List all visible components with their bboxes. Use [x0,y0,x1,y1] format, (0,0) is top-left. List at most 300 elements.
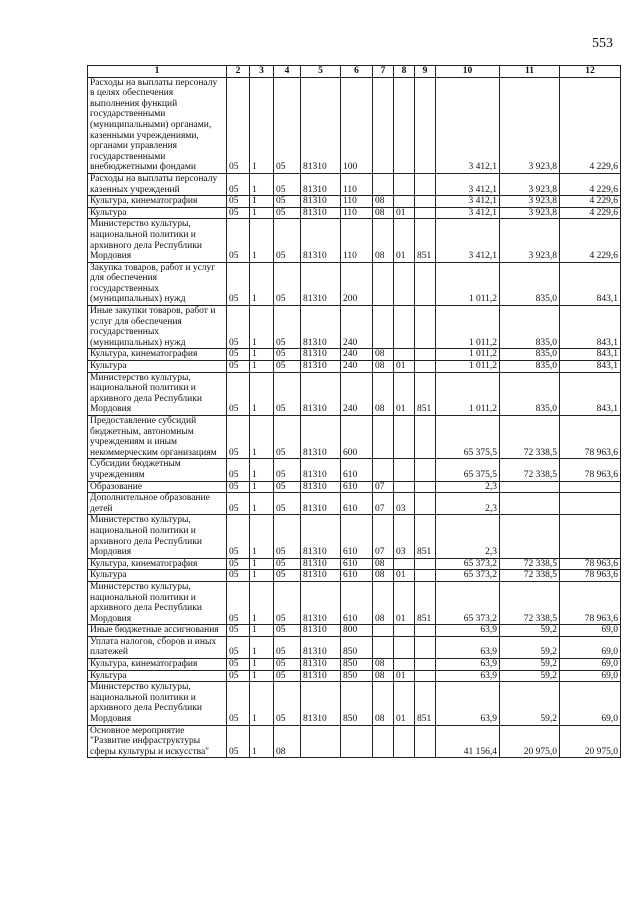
amount-cell: 3 923,8 [500,207,560,219]
amount-cell: 65 373,2 [436,581,500,624]
code-cell: 81310 [301,558,341,570]
amount-cell: 72 338,5 [500,416,560,459]
code-cell: 610 [341,459,373,481]
code-cell: 05 [227,459,250,481]
code-cell: 81310 [301,636,341,658]
code-cell [394,636,415,658]
code-cell: 1 [250,493,274,515]
code-cell [415,725,436,758]
code-cell: 240 [341,361,373,373]
table-row [88,372,621,415]
code-cell: 08 [373,361,394,373]
code-cell [415,361,436,373]
code-cell [373,262,394,305]
amount-cell: 835,0 [500,361,560,373]
row-name-cell: Предоставление субсидий бюджетным, автономным учреждениям и иным некоммерческим организациям [88,416,227,459]
code-cell: 08 [373,219,394,262]
code-cell: 1 [250,659,274,671]
table-row [88,659,621,671]
code-cell: 05 [227,361,250,373]
table-row [88,581,621,624]
code-cell: 05 [274,361,301,373]
code-cell: 81310 [301,361,341,373]
code-cell: 05 [274,581,301,624]
code-cell: 05 [227,581,250,624]
code-cell: 05 [227,349,250,361]
code-cell: 05 [227,725,250,758]
code-cell [373,306,394,349]
amount-cell: 843,1 [560,306,621,349]
code-cell [415,570,436,582]
amount-cell: 3 923,8 [500,219,560,262]
table-row [88,207,621,219]
code-cell: 08 [373,659,394,671]
table-row [88,262,621,305]
code-cell: 05 [227,262,250,305]
table-body [88,66,621,758]
amount-cell [500,481,560,493]
code-cell: 81310 [301,207,341,219]
code-cell: 850 [341,636,373,658]
row-name-cell: Культура [88,570,227,582]
code-cell: 850 [341,682,373,725]
code-cell: 1 [250,416,274,459]
code-cell: 05 [274,416,301,459]
code-cell: 08 [373,682,394,725]
code-cell: 05 [274,481,301,493]
row-name-cell: Расходы на выплаты персоналу в целях обеспечения выполнения функций государственными (муниципальными) органами, казенными учреждениями, органами управления государственными внебюджетными фондами [88,77,227,173]
code-cell [394,725,415,758]
table-row [88,725,621,758]
code-cell [394,173,415,195]
code-cell: 08 [373,196,394,208]
row-name-cell: Иные бюджетные ассигнования [88,625,227,637]
code-cell: 05 [274,372,301,415]
code-cell: 240 [341,349,373,361]
amount-cell: 78 963,6 [560,581,621,624]
code-cell: 07 [373,493,394,515]
code-cell: 851 [415,219,436,262]
amount-cell: 4 229,6 [560,196,621,208]
code-cell: 1 [250,361,274,373]
code-cell: 05 [274,515,301,558]
code-cell: 81310 [301,670,341,682]
code-cell: 05 [227,659,250,671]
table-row [88,558,621,570]
code-cell: 81310 [301,416,341,459]
code-cell: 240 [341,372,373,415]
code-cell: 110 [341,196,373,208]
amount-cell: 63,9 [436,625,500,637]
code-cell: 610 [341,558,373,570]
code-cell [373,625,394,637]
amount-cell: 3 412,1 [436,196,500,208]
code-cell [415,459,436,481]
amount-cell: 72 338,5 [500,459,560,481]
code-cell: 81310 [301,481,341,493]
code-cell: 01 [394,219,415,262]
amount-cell [560,515,621,558]
amount-cell: 78 963,6 [560,416,621,459]
row-name-cell: Дополнительное образование детей [88,493,227,515]
code-cell [415,349,436,361]
amount-cell [500,493,560,515]
amount-cell: 843,1 [560,349,621,361]
row-name-cell: Субсидии бюджетным учреждениям [88,459,227,481]
code-cell: 05 [227,636,250,658]
code-cell: 08 [373,670,394,682]
amount-cell: 65 373,2 [436,570,500,582]
table-row [88,625,621,637]
code-cell: 850 [341,659,373,671]
code-cell [394,262,415,305]
code-cell: 1 [250,349,274,361]
code-cell: 05 [274,196,301,208]
code-cell: 81310 [301,219,341,262]
amount-cell: 1 011,2 [436,306,500,349]
table-row [88,77,621,173]
table-row [88,570,621,582]
code-cell: 1 [250,262,274,305]
code-cell [373,173,394,195]
code-cell [394,481,415,493]
code-cell: 850 [341,670,373,682]
amount-cell: 3 412,1 [436,77,500,173]
code-cell: 08 [373,207,394,219]
header-cell: 6 [341,66,373,78]
code-cell [394,349,415,361]
amount-cell: 41 156,4 [436,725,500,758]
code-cell [394,196,415,208]
code-cell: 240 [341,306,373,349]
amount-cell: 59,2 [500,625,560,637]
amount-cell: 3 923,8 [500,196,560,208]
header-cell: 7 [373,66,394,78]
code-cell: 1 [250,682,274,725]
code-cell: 08 [274,725,301,758]
code-cell: 05 [227,570,250,582]
amount-cell: 69,0 [560,670,621,682]
amount-cell: 59,2 [500,636,560,658]
table-row [88,670,621,682]
amount-cell: 835,0 [500,262,560,305]
amount-cell: 63,9 [436,659,500,671]
header-cell: 9 [415,66,436,78]
amount-cell: 20 975,0 [500,725,560,758]
code-cell: 1 [250,77,274,173]
row-name-cell: Министерство культуры, национальной политики и архивного дела Республики Мордовия [88,515,227,558]
amount-cell: 63,9 [436,636,500,658]
code-cell: 05 [274,682,301,725]
amount-cell [560,493,621,515]
amount-cell: 69,0 [560,625,621,637]
code-cell: 1 [250,196,274,208]
code-cell: 05 [227,196,250,208]
code-cell [394,625,415,637]
header-cell: 4 [274,66,301,78]
row-name-cell: Культура, кинематография [88,349,227,361]
code-cell: 05 [274,207,301,219]
amount-cell: 20 975,0 [560,725,621,758]
amount-cell [560,481,621,493]
code-cell: 05 [227,682,250,725]
table-row [88,636,621,658]
header-cell: 3 [250,66,274,78]
row-name-cell: Культура, кинематография [88,558,227,570]
code-cell [373,459,394,481]
code-cell: 05 [227,625,250,637]
amount-cell [500,515,560,558]
row-name-cell: Культура [88,207,227,219]
code-cell: 851 [415,372,436,415]
code-cell: 81310 [301,77,341,173]
header-cell: 8 [394,66,415,78]
code-cell: 05 [274,558,301,570]
code-cell [415,262,436,305]
code-cell: 110 [341,207,373,219]
code-cell: 610 [341,570,373,582]
table-row [88,493,621,515]
amount-cell: 843,1 [560,372,621,415]
code-cell: 07 [373,481,394,493]
code-cell: 07 [373,515,394,558]
amount-cell: 59,2 [500,659,560,671]
amount-cell: 72 338,5 [500,558,560,570]
code-cell: 851 [415,581,436,624]
code-cell: 81310 [301,196,341,208]
row-name-cell: Культура, кинематография [88,196,227,208]
code-cell: 610 [341,481,373,493]
table-row [88,349,621,361]
code-cell: 610 [341,581,373,624]
code-cell [415,558,436,570]
code-cell: 05 [227,219,250,262]
table-row [88,515,621,558]
table-row [88,173,621,195]
code-cell: 81310 [301,459,341,481]
header-cell: 10 [436,66,500,78]
amount-cell: 59,2 [500,670,560,682]
amount-cell: 69,0 [560,659,621,671]
row-name-cell: Закупка товаров, работ и услуг для обеспечения государственных (муниципальных) нужд [88,262,227,305]
code-cell [415,306,436,349]
amount-cell: 835,0 [500,372,560,415]
amount-cell: 2,3 [436,493,500,515]
code-cell: 01 [394,682,415,725]
row-name-cell: Иные закупки товаров, работ и услуг для обеспечения государственных (муниципальных) нужд [88,306,227,349]
code-cell [415,659,436,671]
code-cell: 1 [250,558,274,570]
row-name-cell: Основное мероприятие "Развитие инфраструктуры сферы культуры и искусства" [88,725,227,758]
amount-cell: 72 338,5 [500,581,560,624]
row-name-cell: Культура, кинематография [88,659,227,671]
code-cell: 01 [394,372,415,415]
amount-cell: 78 963,6 [560,558,621,570]
amount-cell: 65 375,5 [436,416,500,459]
code-cell: 81310 [301,372,341,415]
table-header-row [88,66,621,78]
code-cell: 05 [274,262,301,305]
code-cell: 81310 [301,625,341,637]
code-cell: 610 [341,493,373,515]
amount-cell: 1 011,2 [436,372,500,415]
code-cell: 03 [394,493,415,515]
code-cell: 1 [250,725,274,758]
row-name-cell: Образование [88,481,227,493]
code-cell: 1 [250,481,274,493]
code-cell: 100 [341,77,373,173]
header-cell: 2 [227,66,250,78]
amount-cell: 65 373,2 [436,558,500,570]
header-cell: 1 [88,66,227,78]
code-cell [373,725,394,758]
amount-cell: 3 923,8 [500,77,560,173]
amount-cell: 2,3 [436,515,500,558]
row-name-cell: Уплата налогов, сборов и иных платежей [88,636,227,658]
code-cell: 1 [250,625,274,637]
code-cell [415,416,436,459]
code-cell: 05 [274,219,301,262]
code-cell: 05 [274,77,301,173]
page-number: 553 [592,36,613,51]
table-row [88,196,621,208]
table-row [88,481,621,493]
amount-cell: 3 412,1 [436,219,500,262]
code-cell: 05 [274,636,301,658]
code-cell: 1 [250,636,274,658]
code-cell [373,416,394,459]
code-cell: 08 [373,570,394,582]
code-cell: 800 [341,625,373,637]
code-cell: 05 [227,207,250,219]
code-cell: 81310 [301,659,341,671]
code-cell [394,306,415,349]
code-cell: 1 [250,459,274,481]
code-cell: 1 [250,372,274,415]
code-cell: 05 [274,625,301,637]
code-cell: 08 [373,558,394,570]
code-cell [415,493,436,515]
table-row [88,306,621,349]
code-cell: 05 [227,493,250,515]
code-cell [394,459,415,481]
table-row [88,682,621,725]
code-cell: 05 [227,173,250,195]
code-cell: 01 [394,207,415,219]
code-cell: 851 [415,515,436,558]
row-name-cell: Культура [88,361,227,373]
row-name-cell: Министерство культуры, национальной политики и архивного дела Республики Мордовия [88,372,227,415]
code-cell: 05 [227,515,250,558]
amount-cell: 4 229,6 [560,207,621,219]
code-cell: 110 [341,219,373,262]
amount-cell: 63,9 [436,670,500,682]
code-cell: 05 [274,670,301,682]
code-cell: 05 [227,77,250,173]
code-cell [394,416,415,459]
code-cell: 05 [227,670,250,682]
code-cell: 05 [227,416,250,459]
row-name-cell: Министерство культуры, национальной политики и архивного дела Республики Мордовия [88,219,227,262]
code-cell: 01 [394,581,415,624]
code-cell: 81310 [301,570,341,582]
code-cell: 81310 [301,262,341,305]
amount-cell: 3 412,1 [436,207,500,219]
code-cell: 1 [250,219,274,262]
amount-cell: 63,9 [436,682,500,725]
table-row [88,416,621,459]
code-cell: 05 [274,493,301,515]
row-name-cell: Министерство культуры, национальной политики и архивного дела Республики Мордовия [88,581,227,624]
amount-cell: 4 229,6 [560,173,621,195]
code-cell: 1 [250,207,274,219]
code-cell: 600 [341,416,373,459]
code-cell: 08 [373,349,394,361]
header-cell: 5 [301,66,341,78]
code-cell: 1 [250,173,274,195]
code-cell [415,173,436,195]
code-cell: 01 [394,570,415,582]
code-cell [415,77,436,173]
code-cell: 81310 [301,682,341,725]
code-cell [415,625,436,637]
amount-cell: 835,0 [500,306,560,349]
code-cell [394,77,415,173]
code-cell: 1 [250,570,274,582]
code-cell: 1 [250,581,274,624]
amount-cell: 3 923,8 [500,173,560,195]
code-cell: 03 [394,515,415,558]
code-cell: 1 [250,306,274,349]
code-cell: 200 [341,262,373,305]
header-cell: 11 [500,66,560,78]
amount-cell: 59,2 [500,682,560,725]
header-cell: 12 [560,66,621,78]
amount-cell: 69,0 [560,636,621,658]
amount-cell: 69,0 [560,682,621,725]
amount-cell: 72 338,5 [500,570,560,582]
amount-cell: 843,1 [560,361,621,373]
budget-table [87,65,621,758]
table-row [88,219,621,262]
code-cell: 08 [373,372,394,415]
code-cell: 81310 [301,173,341,195]
code-cell: 05 [227,481,250,493]
amount-cell: 1 011,2 [436,361,500,373]
amount-cell: 4 229,6 [560,219,621,262]
code-cell: 05 [227,372,250,415]
code-cell [341,725,373,758]
code-cell [415,207,436,219]
code-cell: 1 [250,670,274,682]
code-cell: 05 [274,306,301,349]
amount-cell: 843,1 [560,262,621,305]
row-name-cell: Министерство культуры, национальной политики и архивного дела Республики Мордовия [88,682,227,725]
code-cell: 81310 [301,581,341,624]
code-cell [394,659,415,671]
code-cell [415,196,436,208]
code-cell: 05 [227,558,250,570]
code-cell [415,670,436,682]
code-cell: 81310 [301,349,341,361]
code-cell [373,636,394,658]
code-cell: 1 [250,515,274,558]
code-cell [394,558,415,570]
code-cell: 81310 [301,306,341,349]
amount-cell: 4 229,6 [560,77,621,173]
amount-cell: 78 963,6 [560,570,621,582]
table-row [88,361,621,373]
